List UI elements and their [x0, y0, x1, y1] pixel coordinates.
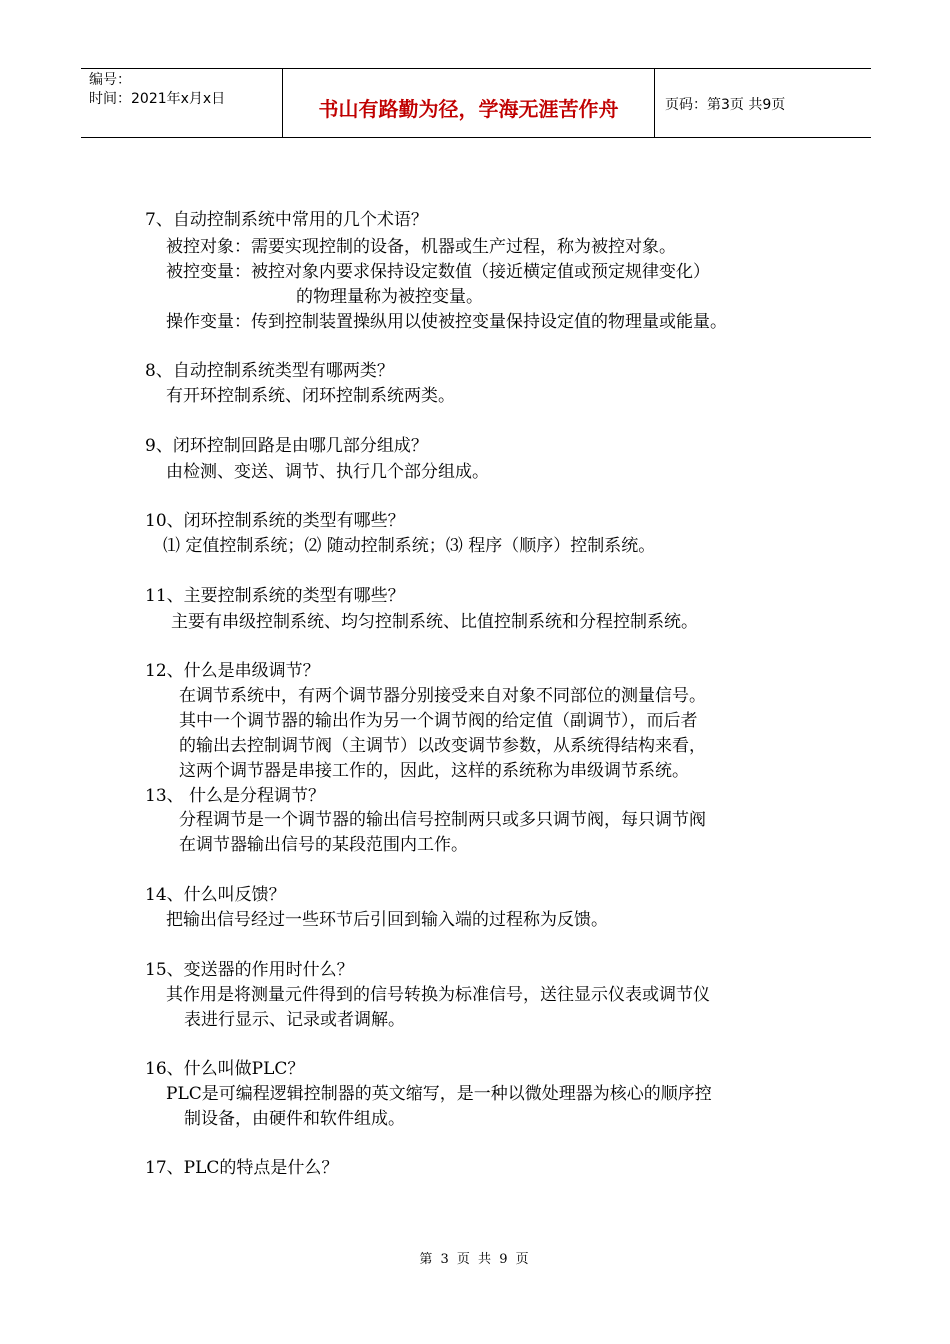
header-meta	[89, 71, 225, 109]
question-14: 14、什么叫反馈？	[145, 885, 286, 905]
answer-line: 操作变量：传到控制装置操纵用以使被控变量保持设定值的物理量或能量。	[166, 312, 727, 332]
answer-line: 其中一个调节器的输出作为另一个调节阀的给定值（副调节），而后者	[179, 711, 698, 731]
answer-line: 表进行显示、记录或者调解。	[184, 1010, 405, 1030]
code-label: 编号：	[89, 72, 131, 88]
header-divider	[654, 69, 655, 137]
answer-line: 在调节器输出信号的某段范围内工作。	[179, 835, 468, 855]
answer-line: ⑴ 定值控制系统；⑵ 随动控制系统；⑶ 程序（顺序）控制系统。	[163, 536, 656, 556]
answer-line: PLC是可编程逻辑控制器的英文缩写，是一种以微处理器为核心的顺序控	[166, 1084, 712, 1104]
question-13: 13、 什么是分程调节？	[145, 786, 326, 806]
answer-line: 把输出信号经过一些环节后引回到输入端的过程称为反馈。	[166, 910, 608, 930]
question-7: 7、自动控制系统中常用的几个术语？	[145, 210, 428, 230]
question-16: 16、什么叫做PLC？	[145, 1059, 305, 1079]
question-8: 8、自动控制系统类型有哪两类？	[145, 361, 394, 381]
answer-line: 被控变量：被控对象内要求保持设定数值（接近横定值或预定规律变化）	[166, 262, 710, 282]
header-table	[81, 68, 871, 138]
question-9: 9、闭环控制回路是由哪几部分组成？	[145, 436, 428, 456]
answer-line: 分程调节是一个调节器的输出信号控制两只或多只调节阀，每只调节阀	[179, 810, 706, 830]
answer-line: 被控对象：需要实现控制的设备，机器或生产过程，称为被控对象。	[166, 237, 676, 257]
page-footer: 第 3 页 共 9 页	[419, 1252, 531, 1267]
answer-line: 由检测、变送、调节、执行几个部分组成。	[166, 462, 489, 482]
answer-line: 其作用是将测量元件得到的信号转换为标准信号，送往显示仪表或调节仪	[166, 985, 710, 1005]
header-motto: 书山有路勤为径，学海无涯苦作舟	[318, 97, 619, 121]
answer-line: 的物理量称为被控变量。	[296, 287, 483, 307]
question-10: 10、闭环控制系统的类型有哪些？	[145, 511, 405, 531]
question-15: 15、变送器的作用时什么？	[145, 960, 354, 980]
question-11: 11、主要控制系统的类型有哪些？	[145, 586, 405, 606]
answer-line: 有开环控制系统、闭环控制系统两类。	[166, 386, 455, 406]
question-17: 17、PLC的特点是什么？	[145, 1158, 339, 1178]
answer-line: 主要有串级控制系统、均匀控制系统、比值控制系统和分程控制系统。	[171, 612, 698, 632]
answer-line: 制设备，由硬件和软件组成。	[184, 1109, 405, 1129]
answer-line: 的输出去控制调节阀（主调节）以改变调节参数，从系统得结构来看，	[179, 736, 706, 756]
question-12: 12、什么是串级调节？	[145, 661, 320, 681]
time-label: 时间：2021年x月x日	[89, 91, 226, 107]
answer-line: 这两个调节器是串接工作的，因此，这样的系统称为串级调节系统。	[179, 761, 689, 781]
header-page-info: 页码：第3页 共9页	[665, 97, 786, 113]
answer-line: 在调节系统中，有两个调节器分别接受来自对象不同部位的测量信号。	[179, 686, 706, 706]
